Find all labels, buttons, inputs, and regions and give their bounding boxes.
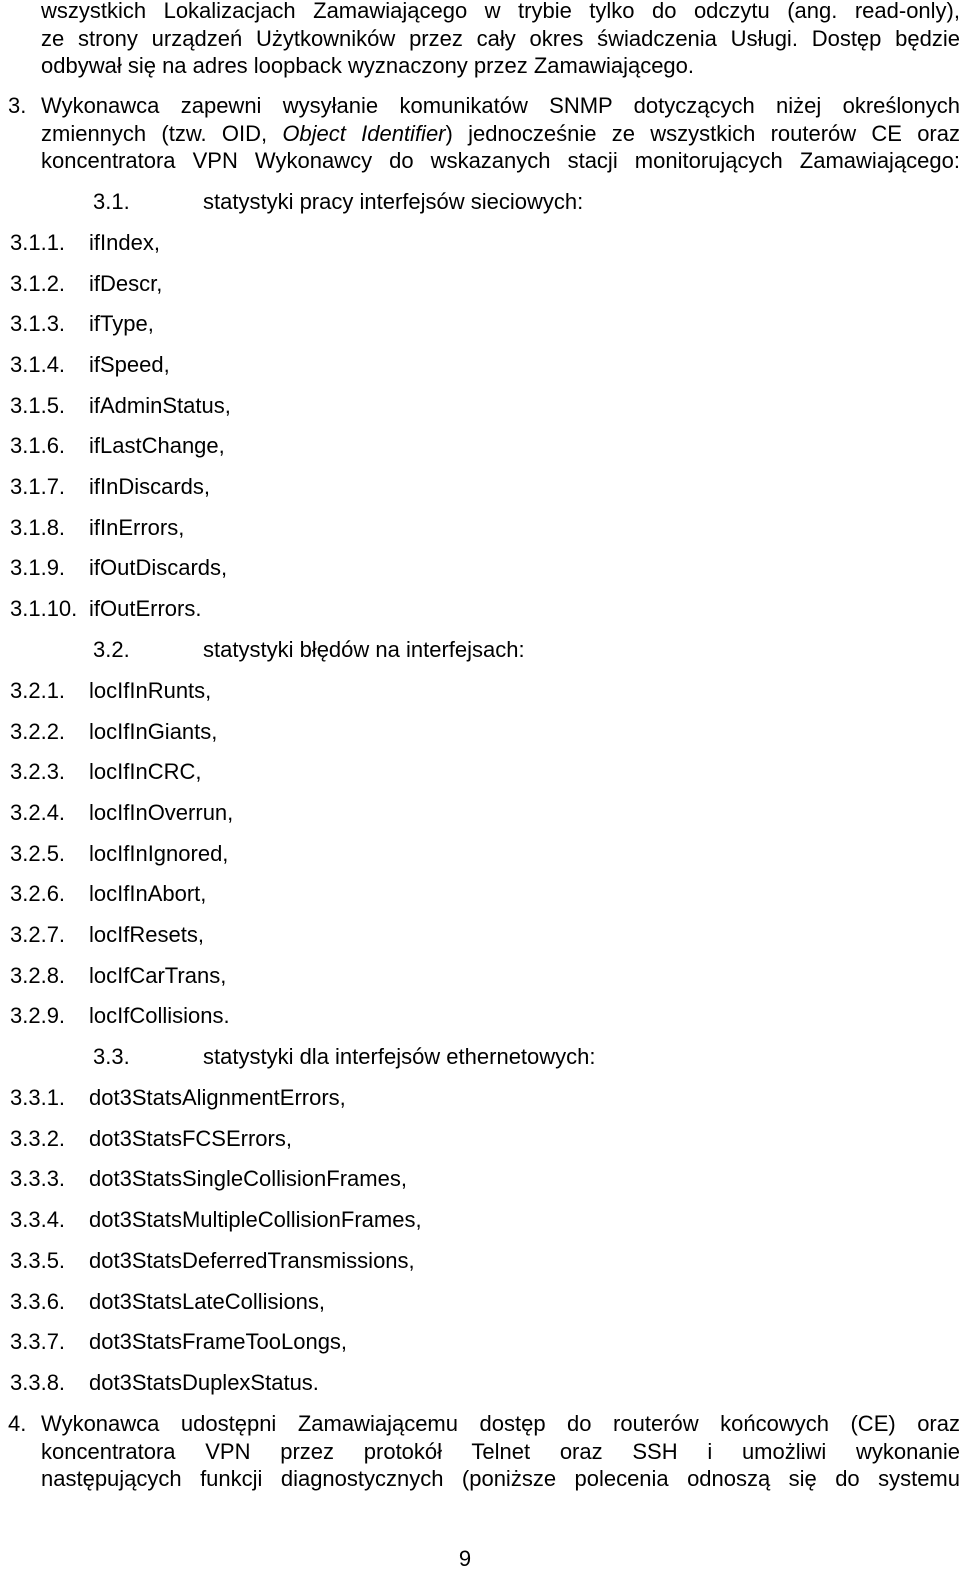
- item-text: locIfInRunts,: [89, 678, 212, 703]
- list-item: [0, 1329, 960, 1355]
- point-3-paragraph: [8, 92, 960, 175]
- point-3-line-1: Wykonawca zapewni wysyłanie komunikatów SNMP dotyczących niżej określonych: [41, 93, 960, 118]
- item-text: ifIndex,: [89, 230, 160, 255]
- top-paragraph-line-3: odbywał się na adres loopback wyznaczony przez Zamawiającego.: [41, 53, 695, 78]
- item-text: dot3StatsDuplexStatus.: [89, 1370, 319, 1395]
- list-item: [0, 1289, 960, 1315]
- point-3-number: 3.: [8, 93, 27, 118]
- item-number: 3.2.5.: [10, 841, 66, 866]
- section-heading: [0, 1044, 960, 1070]
- point-4-number: 4.: [8, 1411, 27, 1436]
- item-text: locIfResets,: [89, 922, 204, 947]
- section-title: statystyki pracy interfejsów sieciowych:: [203, 189, 584, 214]
- item-number: 3.3.6.: [10, 1289, 66, 1314]
- item-number: 3.2.8.: [10, 963, 66, 988]
- list-item: [0, 1370, 960, 1396]
- list-item: [0, 1207, 960, 1233]
- item-text: dot3StatsAlignmentErrors,: [89, 1085, 346, 1110]
- point-3-line-2-post: ) jednocześnie ze wszystkich routerów CE oraz: [445, 120, 960, 146]
- item-number: 3.1.1.: [10, 230, 66, 255]
- item-number: 3.1.9.: [10, 555, 66, 580]
- item-text: ifOutErrors.: [89, 596, 202, 621]
- item-number: 3.3.3.: [10, 1166, 66, 1191]
- list-item: [0, 841, 960, 867]
- page-number: 9: [458, 1546, 472, 1571]
- section-title: statystyki błędów na interfejsach:: [203, 637, 525, 662]
- point-4-line-3: następujących funkcji diagnostycznych (poniższe polecenia odnoszą się do systemu: [41, 1466, 960, 1491]
- section-number: 3.1.: [93, 189, 130, 214]
- list-item: [0, 800, 960, 826]
- item-number: 3.1.8.: [10, 515, 66, 540]
- item-text: ifInDiscards,: [89, 474, 211, 499]
- list-item: [0, 474, 960, 500]
- item-text: locIfInCRC,: [89, 759, 202, 784]
- item-number: 3.1.4.: [10, 352, 66, 377]
- list-item: [0, 1085, 960, 1111]
- list-item: [0, 719, 960, 745]
- section-heading: [0, 637, 960, 663]
- item-text: ifLastChange,: [89, 433, 225, 458]
- list-item: [0, 881, 960, 907]
- point-4-paragraph: [8, 1410, 960, 1493]
- section-number: 3.2.: [93, 637, 130, 662]
- item-number: 3.2.6.: [10, 881, 66, 906]
- item-text: dot3StatsSingleCollisionFrames,: [89, 1166, 407, 1191]
- list-item: [0, 596, 960, 622]
- item-text: locIfCollisions.: [89, 1003, 230, 1028]
- item-text: ifType,: [89, 311, 154, 336]
- item-number: 3.2.1.: [10, 678, 66, 703]
- item-number: 3.3.2.: [10, 1126, 66, 1151]
- list-item: [0, 1126, 960, 1152]
- list-item: [0, 1248, 960, 1274]
- top-paragraph: [41, 0, 960, 80]
- item-number: 3.2.2.: [10, 719, 66, 744]
- list-item: [0, 311, 960, 337]
- list-item: [0, 922, 960, 948]
- item-text: ifSpeed,: [89, 352, 170, 377]
- point-3-line-3: koncentratora VPN Wykonawcy do wskazanych stacji monitorujących Zamawiającego:: [41, 148, 960, 173]
- list-item: [0, 352, 960, 378]
- point-3-line-2-italic: Object Identifier: [282, 120, 446, 146]
- item-number: 3.1.7.: [10, 474, 66, 499]
- item-text: ifOutDiscards,: [89, 555, 228, 580]
- point-4-line-2: koncentratora VPN przez protokół Telnet oraz SSH i umożliwi wykonanie: [41, 1438, 960, 1464]
- item-text: dot3StatsFCSErrors,: [89, 1126, 292, 1151]
- list-item: [0, 555, 960, 581]
- list-item: [0, 759, 960, 785]
- top-paragraph-line-2: ze strony urządzeń Użytkowników przez cały okres świadczenia Usługi. Dostęp będzie: [41, 25, 960, 51]
- list-item: [0, 963, 960, 989]
- item-text: dot3StatsMultipleCollisionFrames,: [89, 1207, 422, 1232]
- list-item: [0, 230, 960, 256]
- list-item: [0, 393, 960, 419]
- item-text: ifInErrors,: [89, 515, 185, 540]
- item-number: 3.3.4.: [10, 1207, 66, 1232]
- point-3-line-2-pre: zmiennych (tzw. OID,: [41, 120, 283, 146]
- list-item: [0, 1166, 960, 1192]
- item-text: dot3StatsDeferredTransmissions,: [89, 1248, 415, 1273]
- item-number: 3.1.10.: [10, 596, 78, 621]
- list-item: [0, 271, 960, 297]
- item-number: 3.3.7.: [10, 1329, 66, 1354]
- item-number: 3.1.6.: [10, 433, 66, 458]
- item-text: dot3StatsFrameTooLongs,: [89, 1329, 348, 1354]
- item-text: ifDescr,: [89, 271, 163, 296]
- section-title: statystyki dla interfejsów ethernetowych:: [203, 1044, 596, 1069]
- item-text: locIfInIgnored,: [89, 841, 229, 866]
- item-text: locIfInAbort,: [89, 881, 207, 906]
- point-3-line-2: [41, 120, 960, 148]
- item-number: 3.1.5.: [10, 393, 66, 418]
- item-number: 3.2.3.: [10, 759, 66, 784]
- item-number: 3.3.8.: [10, 1370, 66, 1395]
- point-4-line-1: Wykonawca udostępni Zamawiającemu dostęp do routerów końcowych (CE) oraz: [41, 1411, 960, 1436]
- list-item: [0, 515, 960, 541]
- item-number: 3.2.7.: [10, 922, 66, 947]
- item-number: 3.2.9.: [10, 1003, 66, 1028]
- section-number: 3.3.: [93, 1044, 130, 1069]
- section-heading: [0, 189, 960, 215]
- item-number: 3.1.3.: [10, 311, 66, 336]
- item-text: dot3StatsLateCollisions,: [89, 1289, 326, 1314]
- item-number: 3.3.5.: [10, 1248, 66, 1273]
- item-text: locIfInOverrun,: [89, 800, 234, 825]
- list-item: [0, 1003, 960, 1029]
- list-item: [0, 433, 960, 459]
- item-text: locIfInGiants,: [89, 719, 218, 744]
- item-number: 3.1.2.: [10, 271, 66, 296]
- top-paragraph-line-1: wszystkich Lokalizacjach Zamawiającego w trybie tylko do odczytu (ang. read-only),: [41, 0, 960, 23]
- item-text: locIfCarTrans,: [89, 963, 227, 988]
- item-text: ifAdminStatus,: [89, 393, 231, 418]
- item-number: 3.3.1.: [10, 1085, 66, 1110]
- list-item: [0, 678, 960, 704]
- item-number: 3.2.4.: [10, 800, 66, 825]
